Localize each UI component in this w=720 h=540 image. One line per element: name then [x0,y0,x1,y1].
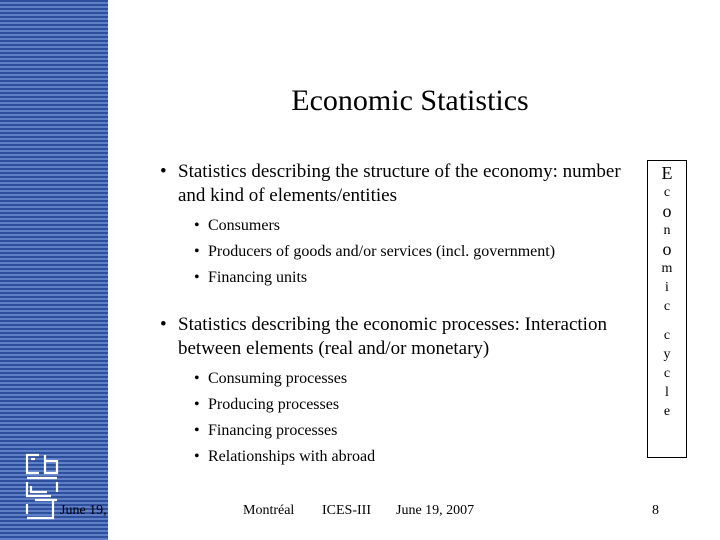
subbullet-abroad: • Relationships with abroad [160,444,640,470]
bullet-section-processes [160,313,640,470]
bullet-processes: • Statistics describing the economic processes: Interaction between elements (real and/or monetary) [160,313,640,361]
bullet-structure: • Statistics describing the structure of the economy: number and kind of elements/entities [160,160,640,208]
page-number: 8 [652,503,659,518]
footer-conference: ICES-III [322,503,371,518]
cbs-logo-icon [23,452,61,524]
vertical-letter: e [663,404,671,419]
footer-city: Montréal [243,503,295,518]
vertical-letter: o [662,239,672,259]
vertical-letter: y [663,347,671,362]
slide-title: Economic Statistics [291,84,529,117]
subbullet-list [160,213,640,291]
bullet-section-structure [160,160,640,291]
vertical-letter: m [661,261,673,276]
decorative-sidebar [0,0,108,540]
vertical-letter: i [665,280,669,295]
vertical-letter: c [663,366,671,381]
economic-cycle-box [647,160,687,458]
vertical-letter: E [661,163,673,183]
sidebar-date-fragment: June 19, [60,503,107,518]
subbullet-consuming: • Consuming processes [160,366,640,392]
vertical-letter: n [663,223,671,238]
subbullet-financing: • Financing processes [160,418,640,444]
subbullet-financing-units: • Financing units [160,265,640,291]
vertical-letter: o [662,201,672,221]
vertical-letter: c [663,185,671,200]
vertical-letter: c [663,328,671,343]
vertical-letter: l [665,385,669,400]
footer-date: June 19, 2007 [396,503,475,518]
subbullet-consumers: • Consumers [160,213,640,239]
subbullet-producers: • Producers of goods and/or services (incl. government) [160,239,640,265]
subbullet-list [160,366,640,470]
subbullet-producing: • Producing processes [160,392,640,418]
vertical-letter: c [663,299,671,314]
